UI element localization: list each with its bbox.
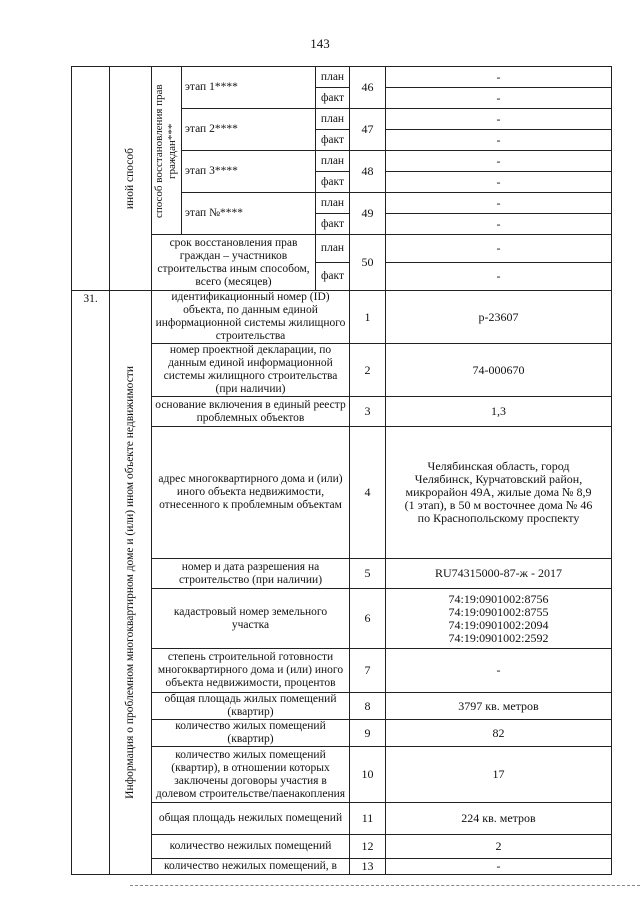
field-value: 3797 кв. метров xyxy=(386,693,612,720)
field-value: 224 кв. метров xyxy=(386,803,612,835)
method-label: иной способ xyxy=(124,147,136,210)
row-number: 10 xyxy=(350,747,386,803)
stage-value: - xyxy=(386,109,612,130)
fact-label: факт xyxy=(316,172,350,193)
page-bottom-divider xyxy=(130,885,640,886)
section-number: 31. xyxy=(72,291,110,875)
stage-name: этап №**** xyxy=(182,193,316,235)
plan-label: план xyxy=(316,193,350,214)
row-number: 11 xyxy=(350,803,386,835)
field-value: 74-000670 xyxy=(386,344,612,397)
row-number: 5 xyxy=(350,559,386,589)
field-label: степень строительной готовности многоквартирного дома и (или) иного объекта недвижимости, процентов xyxy=(152,649,350,693)
field-label: кадастровый номер земельного участка xyxy=(152,589,350,649)
plan-label: план xyxy=(316,151,350,172)
page-number: 143 xyxy=(310,36,330,51)
plan-label: план xyxy=(316,109,350,130)
restoration-method-label: способ восстановления прав граждан*** xyxy=(152,83,178,218)
stage-value: - xyxy=(386,88,612,109)
field-label: номер и дата разрешения на строительство (при наличии) xyxy=(152,559,350,589)
field-label: количество нежилых помещений, в xyxy=(152,859,350,875)
stage-value: - xyxy=(386,67,612,88)
stage-value: - xyxy=(386,130,612,151)
row-number: 4 xyxy=(350,427,386,559)
field-label: количество жилых помещений (квартир) xyxy=(152,720,350,747)
field-value: р-23607 xyxy=(386,291,612,344)
stage-value: - xyxy=(386,214,612,235)
stage-name: этап 2**** xyxy=(182,109,316,151)
row-number: 8 xyxy=(350,693,386,720)
field-value: 82 xyxy=(386,720,612,747)
row-number: 1 xyxy=(350,291,386,344)
stage-value: - xyxy=(386,172,612,193)
section-number-empty-cell xyxy=(72,67,110,291)
plan-label: план xyxy=(316,235,350,263)
row-number: 7 xyxy=(350,649,386,693)
row-number: 9 xyxy=(350,720,386,747)
field-label: основание включения в единый реестр проблемных объектов xyxy=(152,397,350,427)
method-label-cell xyxy=(110,67,152,291)
section-vertical-label-cell xyxy=(110,291,152,875)
field-label: общая площадь нежилых помещений xyxy=(152,803,350,835)
row-number: 2 xyxy=(350,344,386,397)
term-value: - xyxy=(386,263,612,291)
fact-label: факт xyxy=(316,263,350,291)
field-label: общая площадь жилых помещений (квартир) xyxy=(152,693,350,720)
stage-value: - xyxy=(386,151,612,172)
field-label: количество жилых помещений (квартир), в отношении которых заключены договоры участия в долевом строительстве/паенакопления xyxy=(152,747,350,803)
fact-label: факт xyxy=(316,214,350,235)
field-value: 17 xyxy=(386,747,612,803)
field-value: Челябинская область, город Челябинск, Курчатовский район, микрорайон 49А, жилые дома № 8,9 (1 этап), в 50 м восточнее дома № 46 по Краснопольскому проспекту xyxy=(386,427,612,559)
row-number: 6 xyxy=(350,589,386,649)
row-number: 12 xyxy=(350,835,386,859)
field-label: количество нежилых помещений xyxy=(152,835,350,859)
registry-table xyxy=(71,66,612,875)
row-number: 46 xyxy=(350,67,386,109)
stage-name: этап 3**** xyxy=(182,151,316,193)
restoration-term-label: срок восстановления прав граждан – участников строительства иным способом, всего (месяцев) xyxy=(152,235,316,291)
field-value: - xyxy=(386,649,612,693)
field-value: 2 xyxy=(386,835,612,859)
field-label: идентификационный номер (ID) объекта, по данным единой информационной системы жилищного строительства xyxy=(152,291,350,344)
stage-value: - xyxy=(386,193,612,214)
row-number: 49 xyxy=(350,193,386,235)
row-number: 48 xyxy=(350,151,386,193)
plan-label: план xyxy=(316,67,350,88)
term-value: - xyxy=(386,235,612,263)
restoration-method-cell xyxy=(152,67,182,235)
stage-name: этап 1**** xyxy=(182,67,316,109)
row-number: 13 xyxy=(350,859,386,875)
field-value: 74:19:0901002:8756 74:19:0901002:8755 74:19:0901002:2094 74:19:0901002:2592 xyxy=(386,589,612,649)
field-value: 1,3 xyxy=(386,397,612,427)
fact-label: факт xyxy=(316,130,350,151)
field-label: адрес многоквартирного дома и (или) иного объекта недвижимости, отнесенного к проблемным объектам xyxy=(152,427,350,559)
field-label: номер проектной декларации, по данным единой информационной системы жилищного строительства (при наличии) xyxy=(152,344,350,397)
row-number: 47 xyxy=(350,109,386,151)
field-value: RU74315000-87-ж - 2017 xyxy=(386,559,612,589)
section-vertical-label: Информация о проблемном многоквартирном доме и (или) ином объекте недвижимости xyxy=(124,366,136,799)
row-number: 3 xyxy=(350,397,386,427)
field-value: - xyxy=(386,859,612,875)
fact-label: факт xyxy=(316,88,350,109)
row-number: 50 xyxy=(350,235,386,291)
